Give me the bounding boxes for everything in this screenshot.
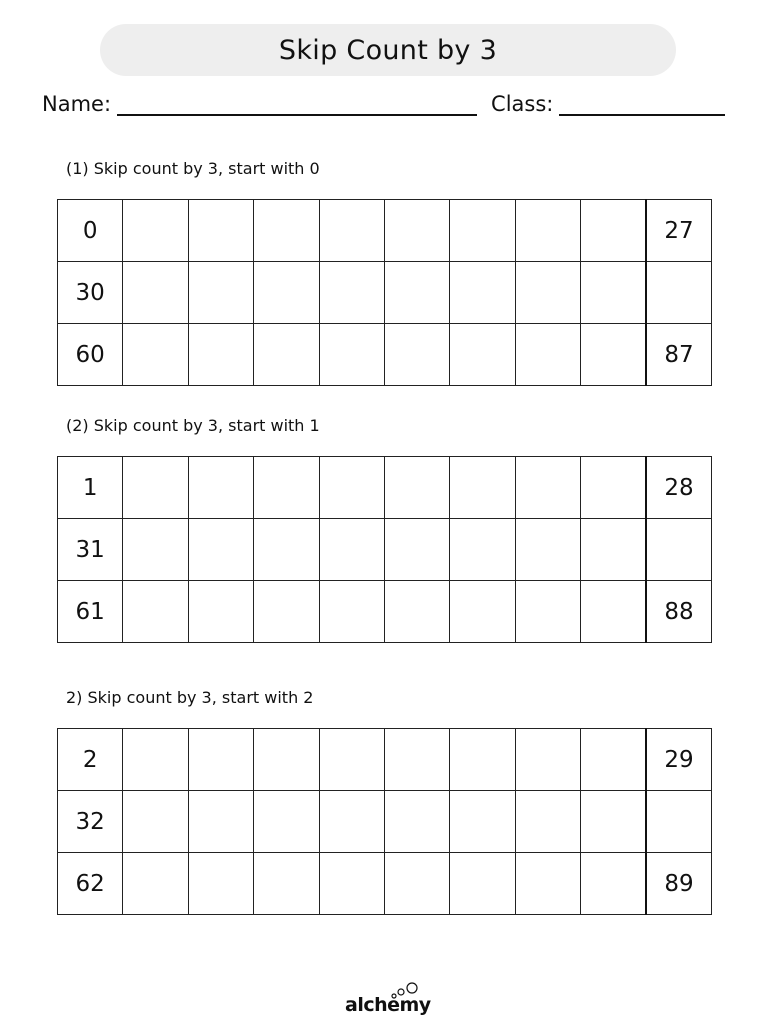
section-label-2: (2) Skip count by 3, start with 1 bbox=[66, 416, 320, 435]
grid-cell[interactable] bbox=[319, 200, 384, 262]
grid-cell: 88 bbox=[646, 581, 711, 643]
grid-cell[interactable] bbox=[188, 457, 253, 519]
grid-cell[interactable] bbox=[384, 457, 449, 519]
grid-cell[interactable] bbox=[384, 729, 449, 791]
grid-cell[interactable] bbox=[188, 200, 253, 262]
grid-cell[interactable] bbox=[254, 581, 319, 643]
title-banner bbox=[100, 24, 676, 76]
grid-cell[interactable] bbox=[581, 519, 646, 581]
table-row bbox=[58, 729, 712, 791]
grid-cell[interactable] bbox=[188, 853, 253, 915]
grid-cell[interactable] bbox=[515, 791, 580, 853]
grid-cell[interactable] bbox=[254, 519, 319, 581]
logo-text: alchemy bbox=[345, 994, 431, 1016]
grid-cell[interactable] bbox=[450, 200, 515, 262]
grid-cell: 2 bbox=[58, 729, 123, 791]
grid-cell[interactable] bbox=[188, 324, 253, 386]
grid-cell[interactable] bbox=[515, 262, 580, 324]
grid-cell[interactable] bbox=[384, 200, 449, 262]
grid-cell[interactable] bbox=[123, 519, 188, 581]
table-row bbox=[58, 457, 712, 519]
grid-cell: 60 bbox=[58, 324, 123, 386]
grid-cell[interactable] bbox=[384, 324, 449, 386]
grid-cell[interactable] bbox=[581, 324, 646, 386]
grid-cell[interactable] bbox=[646, 791, 711, 853]
grid-cell[interactable] bbox=[188, 729, 253, 791]
grid-cell[interactable] bbox=[515, 457, 580, 519]
grid-cell[interactable] bbox=[188, 519, 253, 581]
table-row bbox=[58, 853, 712, 915]
grid-cell[interactable] bbox=[384, 791, 449, 853]
grid-cell[interactable] bbox=[515, 581, 580, 643]
grid-cell[interactable] bbox=[384, 519, 449, 581]
grid-cell[interactable] bbox=[319, 519, 384, 581]
grid-cell[interactable] bbox=[581, 791, 646, 853]
name-field-line[interactable] bbox=[117, 92, 477, 116]
name-label: Name: bbox=[42, 92, 112, 116]
grid-cell[interactable] bbox=[188, 581, 253, 643]
grid-cell[interactable] bbox=[319, 791, 384, 853]
grid-cell[interactable] bbox=[450, 791, 515, 853]
grid-cell[interactable] bbox=[450, 581, 515, 643]
grid-cell[interactable] bbox=[646, 262, 711, 324]
grid-cell[interactable] bbox=[384, 262, 449, 324]
grid-cell[interactable] bbox=[515, 853, 580, 915]
page-title: Skip Count by 3 bbox=[278, 34, 498, 66]
grid-cell[interactable] bbox=[254, 262, 319, 324]
skip-count-grid-3 bbox=[57, 728, 712, 915]
grid-cell[interactable] bbox=[254, 324, 319, 386]
grid-cell[interactable] bbox=[581, 200, 646, 262]
grid-cell[interactable] bbox=[384, 581, 449, 643]
grid-cell[interactable] bbox=[450, 519, 515, 581]
skip-count-grid-2 bbox=[57, 456, 712, 643]
grid-cell: 1 bbox=[58, 457, 123, 519]
grid-cell[interactable] bbox=[123, 200, 188, 262]
grid-cell[interactable] bbox=[254, 791, 319, 853]
grid-cell[interactable] bbox=[319, 729, 384, 791]
grid-cell[interactable] bbox=[515, 324, 580, 386]
table-row bbox=[58, 791, 712, 853]
grid-cell[interactable] bbox=[646, 519, 711, 581]
grid-cell[interactable] bbox=[123, 791, 188, 853]
grid-cell: 27 bbox=[646, 200, 711, 262]
grid-cell: 30 bbox=[58, 262, 123, 324]
grid-cell[interactable] bbox=[123, 581, 188, 643]
grid-cell[interactable] bbox=[254, 729, 319, 791]
table-row bbox=[58, 262, 712, 324]
grid-cell[interactable] bbox=[450, 729, 515, 791]
grid-cell[interactable] bbox=[319, 457, 384, 519]
grid-cell[interactable] bbox=[515, 519, 580, 581]
grid-cell[interactable] bbox=[450, 262, 515, 324]
grid-cell: 29 bbox=[646, 729, 711, 791]
section-label-1: (1) Skip count by 3, start with 0 bbox=[66, 159, 320, 178]
skip-count-grid-1 bbox=[57, 199, 712, 386]
section-label-3: 2) Skip count by 3, start with 2 bbox=[66, 688, 314, 707]
grid-cell[interactable] bbox=[254, 853, 319, 915]
grid-cell[interactable] bbox=[319, 853, 384, 915]
grid-cell: 61 bbox=[58, 581, 123, 643]
grid-cell[interactable] bbox=[384, 853, 449, 915]
grid-cell[interactable] bbox=[123, 262, 188, 324]
grid-cell: 31 bbox=[58, 519, 123, 581]
grid-cell[interactable] bbox=[319, 262, 384, 324]
table-row bbox=[58, 581, 712, 643]
grid-cell[interactable] bbox=[188, 262, 253, 324]
grid-cell[interactable] bbox=[581, 581, 646, 643]
alchemy-logo bbox=[345, 982, 431, 1022]
grid-cell[interactable] bbox=[515, 200, 580, 262]
class-label: Class: bbox=[491, 92, 554, 116]
grid-cell[interactable] bbox=[319, 581, 384, 643]
grid-cell[interactable] bbox=[123, 457, 188, 519]
class-field-line[interactable] bbox=[559, 92, 725, 116]
grid-cell[interactable] bbox=[123, 853, 188, 915]
grid-cell[interactable] bbox=[450, 324, 515, 386]
grid-cell[interactable] bbox=[123, 324, 188, 386]
table-row bbox=[58, 200, 712, 262]
grid-cell[interactable] bbox=[123, 729, 188, 791]
grid-cell[interactable] bbox=[515, 729, 580, 791]
grid-cell[interactable] bbox=[450, 853, 515, 915]
grid-cell: 28 bbox=[646, 457, 711, 519]
grid-cell: 0 bbox=[58, 200, 123, 262]
grid-cell: 89 bbox=[646, 853, 711, 915]
grid-cell: 87 bbox=[646, 324, 711, 386]
grid-cell[interactable] bbox=[254, 200, 319, 262]
grid-cell[interactable] bbox=[450, 457, 515, 519]
grid-cell[interactable] bbox=[188, 791, 253, 853]
grid-cell: 62 bbox=[58, 853, 123, 915]
table-row bbox=[58, 519, 712, 581]
grid-cell[interactable] bbox=[319, 324, 384, 386]
grid-cell[interactable] bbox=[254, 457, 319, 519]
grid-cell[interactable] bbox=[581, 853, 646, 915]
grid-cell[interactable] bbox=[581, 729, 646, 791]
table-row bbox=[58, 324, 712, 386]
grid-cell: 32 bbox=[58, 791, 123, 853]
name-class-row bbox=[42, 86, 734, 116]
grid-cell[interactable] bbox=[581, 457, 646, 519]
grid-cell[interactable] bbox=[581, 262, 646, 324]
